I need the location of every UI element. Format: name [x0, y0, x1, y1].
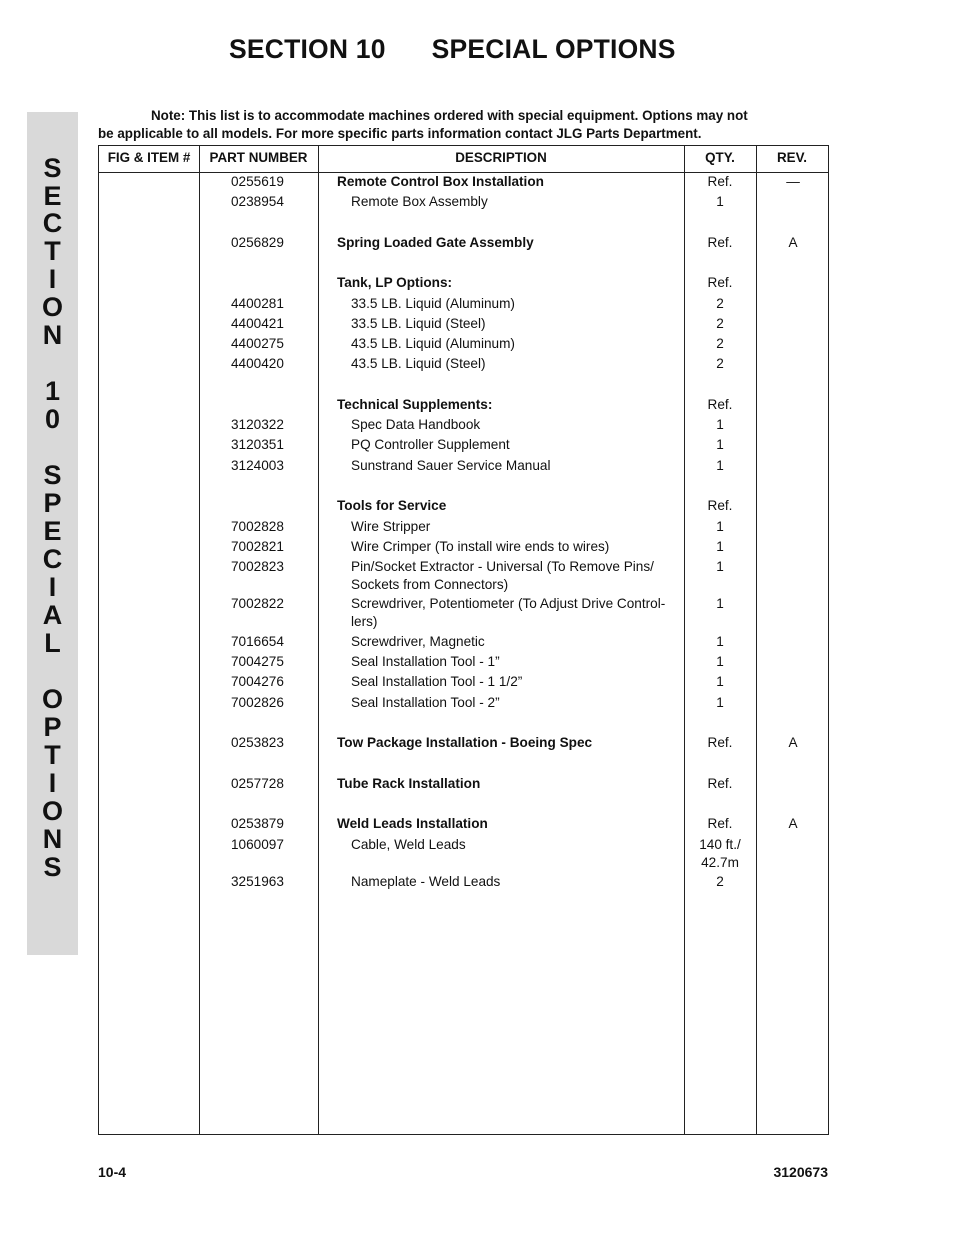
- side-tab-letter: I: [48, 264, 57, 294]
- qty-cell: Ref.: [707, 735, 733, 750]
- part-number-cell: 7002826: [231, 695, 284, 710]
- side-tab-letter: L: [44, 628, 61, 658]
- qty-cell: Ref.: [707, 498, 733, 513]
- description-cell: Wire Crimper (To install wire ends to wires): [351, 539, 610, 554]
- description-cell: Pin/Socket Extractor - Universal (To Remove Pins/: [351, 559, 654, 574]
- description-cell: Remote Box Assembly: [351, 194, 488, 209]
- qty-cell: 1: [716, 437, 724, 452]
- description-cell-continued: lers): [351, 613, 378, 629]
- part-number-cell: 7002828: [231, 519, 284, 534]
- part-number-cell: 4400281: [231, 296, 284, 311]
- description-cell: Weld Leads Installation: [337, 816, 488, 831]
- column-divider: [199, 146, 200, 1134]
- description-cell: Wire Stripper: [351, 519, 431, 534]
- qty-cell: 1: [716, 596, 724, 611]
- parts-table: [98, 145, 829, 1135]
- side-tab-letter: C: [42, 208, 63, 238]
- description-cell: Tow Package Installation - Boeing Spec: [337, 735, 593, 750]
- description-cell: PQ Controller Supplement: [351, 437, 510, 452]
- page-title: [229, 34, 676, 65]
- description-cell: Seal Installation Tool - 2”: [351, 695, 500, 710]
- part-number-cell: 7016654: [231, 634, 284, 649]
- side-tab-letter: C: [42, 544, 63, 574]
- description-cell-continued: Sockets from Connectors): [351, 576, 509, 592]
- side-tab-letter: N: [42, 320, 63, 350]
- qty-cell: 2: [716, 336, 724, 351]
- side-tab-letter: E: [43, 516, 62, 546]
- note-text: [98, 107, 818, 143]
- part-number-cell: 4400275: [231, 336, 284, 351]
- side-tab-letter: I: [48, 572, 57, 602]
- section-title: SPECIAL OPTIONS: [431, 34, 676, 64]
- column-header-qty: QTY.: [705, 150, 735, 165]
- qty-cell-continued: 42.7m: [701, 854, 739, 870]
- part-number-cell: 3120351: [231, 437, 284, 452]
- rev-cell: A: [788, 816, 798, 831]
- description-cell: 43.5 LB. Liquid (Steel): [351, 356, 486, 371]
- side-tab-letter: S: [43, 852, 62, 882]
- side-tab-letter: N: [42, 824, 63, 854]
- part-number-cell: 7002821: [231, 539, 284, 554]
- description-cell: Tube Rack Installation: [337, 776, 481, 791]
- description-cell: Seal Installation Tool - 1 1/2”: [351, 674, 523, 689]
- description-cell: Spring Loaded Gate Assembly: [337, 235, 534, 250]
- description-cell: Screwdriver, Magnetic: [351, 634, 485, 649]
- part-number-cell: 0253823: [231, 735, 284, 750]
- part-number-cell: 7004276: [231, 674, 284, 689]
- page-number: 10-4: [98, 1164, 127, 1180]
- column-header-part-number: PART NUMBER: [209, 150, 308, 165]
- qty-cell: 1: [716, 417, 724, 432]
- description-cell: Spec Data Handbook: [351, 417, 481, 432]
- part-number-cell: 3251963: [231, 874, 284, 889]
- note-line-2: be applicable to all models. For more specific parts information contact JLG Parts Department.: [98, 126, 702, 141]
- description-cell: Tank, LP Options:: [337, 275, 453, 290]
- description-cell: 33.5 LB. Liquid (Aluminum): [351, 296, 515, 311]
- side-tab-letter: E: [43, 181, 62, 211]
- section-number: SECTION 10: [229, 34, 386, 64]
- description-cell: Seal Installation Tool - 1”: [351, 654, 500, 669]
- part-number-cell: 0256829: [231, 235, 284, 250]
- description-cell: Nameplate - Weld Leads: [351, 874, 501, 889]
- part-number-cell: 0257728: [231, 776, 284, 791]
- part-number-cell: 7002823: [231, 559, 284, 574]
- rev-cell: —: [786, 174, 800, 189]
- qty-cell: 1: [716, 539, 724, 554]
- document-number: 3120673: [773, 1164, 828, 1180]
- qty-cell: 2: [716, 356, 724, 371]
- side-tab-letter: T: [44, 236, 61, 266]
- description-cell: Remote Control Box Installation: [337, 174, 544, 189]
- side-tab-letter: P: [43, 712, 62, 742]
- qty-cell: 2: [716, 296, 724, 311]
- description-cell: Technical Supplements:: [337, 397, 493, 412]
- side-tab-letter: 1: [44, 376, 61, 406]
- qty-cell: Ref.: [707, 174, 733, 189]
- note-line-1: Note: This list is to accommodate machines ordered with special equipment. Options may not: [151, 108, 748, 123]
- description-cell: 43.5 LB. Liquid (Aluminum): [351, 336, 515, 351]
- side-tab-letter: I: [48, 768, 57, 798]
- part-number-cell: 1060097: [231, 837, 284, 852]
- qty-cell: Ref.: [707, 397, 733, 412]
- qty-cell: 1: [716, 519, 724, 534]
- qty-cell: Ref.: [707, 776, 733, 791]
- part-number-cell: 4400421: [231, 316, 284, 331]
- side-tab-letter: O: [41, 796, 63, 826]
- part-number-cell: 0238954: [231, 194, 284, 209]
- side-tab-letter: P: [43, 488, 62, 518]
- qty-cell: 140 ft./: [699, 837, 741, 852]
- qty-cell: Ref.: [707, 235, 733, 250]
- part-number-cell: 0255619: [231, 174, 284, 189]
- column-divider: [756, 146, 757, 1134]
- side-tab-letter: O: [41, 684, 63, 714]
- part-number-cell: 4400420: [231, 356, 284, 371]
- column-header-rev: REV.: [776, 150, 808, 165]
- qty-cell: 2: [716, 874, 724, 889]
- column-header-description: DESCRIPTION: [455, 150, 547, 165]
- qty-cell: 1: [716, 674, 724, 689]
- part-number-cell: 7004275: [231, 654, 284, 669]
- qty-cell: 1: [716, 654, 724, 669]
- part-number-cell: 3120322: [231, 417, 284, 432]
- side-tab-letter: S: [43, 460, 62, 490]
- section-side-tab: [27, 112, 78, 955]
- part-number-cell: 7002822: [231, 596, 284, 611]
- column-header-fig-item: FIG & ITEM #: [107, 150, 191, 165]
- qty-cell: 1: [716, 695, 724, 710]
- qty-cell: 1: [716, 194, 724, 209]
- side-tab-letter: A: [42, 600, 63, 630]
- side-tab-letter: 0: [44, 404, 61, 434]
- qty-cell: 1: [716, 559, 724, 574]
- description-cell: Tools for Service: [337, 498, 447, 513]
- side-tab-letter: O: [41, 292, 63, 322]
- side-tab-letter: T: [44, 740, 61, 770]
- description-cell: Sunstrand Sauer Service Manual: [351, 458, 551, 473]
- qty-cell: 1: [716, 458, 724, 473]
- qty-cell: Ref.: [707, 816, 733, 831]
- rev-cell: A: [788, 235, 798, 250]
- description-cell: Screwdriver, Potentiometer (To Adjust Drive Control-: [351, 596, 666, 611]
- qty-cell: Ref.: [707, 275, 733, 290]
- part-number-cell: 0253879: [231, 816, 284, 831]
- description-cell: 33.5 LB. Liquid (Steel): [351, 316, 486, 331]
- side-tab-letter: S: [43, 153, 62, 183]
- qty-cell: 1: [716, 634, 724, 649]
- rev-cell: A: [788, 735, 798, 750]
- qty-cell: 2: [716, 316, 724, 331]
- part-number-cell: 3124003: [231, 458, 284, 473]
- description-cell: Cable, Weld Leads: [351, 837, 466, 852]
